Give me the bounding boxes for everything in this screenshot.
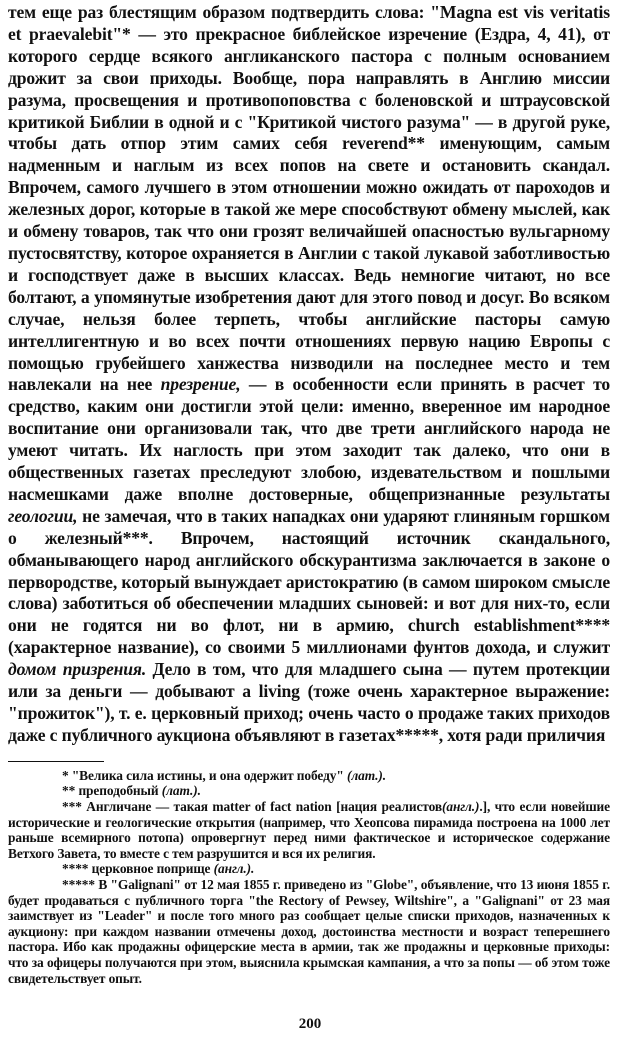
footnote-4: **** церковное поприще (англ.). — [62, 861, 255, 877]
page-number: 200 — [298, 1016, 322, 1032]
footnote-separator — [8, 761, 104, 762]
main-text — [8, 2, 610, 747]
footnote-2: ** преподобный (лат.). — [62, 783, 201, 799]
emphasis-almshouse: домом призрения. — [8, 659, 147, 680]
emphasis-geology: геологии, — [8, 505, 78, 526]
footnotes — [8, 768, 610, 986]
footnote-1: * "Велика сила истины, и она одержит победу" (лат.). — [62, 767, 387, 783]
footnote-5: ***** В "Galignani" от 12 мая 1855 г. приведено из "Globe", объявление, что 13 июня 1855 г. будет продаваться с публичного торга "the Rectory of Pewsey, Wiltshire", а "Galignani" от 23 мая заимствует из "Leader" и после того много раз сообщает целые списки приходов, назначенных к аукциону: при каждом названии отмечены доход, достоинства местности и возраст теперешнего пастора. Ибо как продажны офицерские места в армии, так же продажны и церковные приходы: что за офицеры получаются при этом, выяснила крымская кампания, а что за попы — об этом тоже свидетельствует опыт. — [8, 876, 610, 986]
emphasis-contempt: презрение, — [160, 374, 241, 395]
main-paragraph: тем еще раз блестящим образом подтвердить слова: "Magna est vis veritatis et praevalebit"* — это прекрасное библейское изречение (Ездра, 4, 41), от которого сердце всякого англиканского пастора с полным основанием дрожит за свои приходы. Вообще, пора направлять в Англию миссии разума, просвещения и противопоповства с боленовской и штраусовской критикой Библии в одной и с "Критикой чистого разума" — в другой руке, чтобы дать отпор этим самих себя reverend** именующим, самым надменным и наглым из всех попов на свете и остановить скандал. Впрочем, самого лучшего в этом отношении можно ожидать от пароходов и железных дорог, которые в такой же мере способствуют обмену мыслей, как и обмену товаров, так что они грозят величайшей опасностью вульгарному пустосвятству, которое охраняется в Англии с такой лукавой заботливостью и господствует даже в высших классах. Ведь немногие читают, но все болтают, а упомянутые изобретения дают для этого повод и досуг. Во всяком случае, нельзя более терпеть, чтобы английские пасторы самую интеллигентную и во всех почти отношениях первую нацию Европы с помощью грубейшего ханжества низводили на последнее место и тем навлекали на нее презрение, — в особенности если принять в расчет то средство, каким они достигли этой цели: именно, вверенное им народное воспитание они организовали так, что две трети английского народа не умеют читать. Их наглость при этом заходит так далеко, что они в общественных газетах преследуют злобою, издевательством и пошлыми насмешками даже вполне достоверные, общепризнанные результаты геологии, не замечая, что в таких нападках они ударяют глиняным горшком о железный***. Впрочем, настоящий источник скандального, обманывающего народ английского обскурантизма заключается в законе о первородстве, который вынуждает аристократию (в самом широком смысле слова) заботиться об обеспечении младших сыновей: и вот для них-то, если они не годятся ни во флот, ни в армию, church establishment**** (характерное название), со своими 5 миллионами фунтов дохода, и служит домом призрения. Дело в том, что для младшего сына — путем протекции или за деньги — добывают a living (тоже очень характерное выражение: "прожиток"), т. е. церковный приход; очень часто о продаже таких приходов даже с публичного аукциона объявляют в газетах*****, хотя ради приличия — [8, 2, 611, 745]
footnote-3: *** Англичане — такая matter of fact nation [нация реалистов(англ.).], что если новейшие исторические и геологические открытия (например, что Хеопсова пирамида построена на 1000 лет раньше всемирного потопа) опровергнут перед ними фактическое и историческое содержание Ветхого Завета, то вместе с тем разрушится и вся их религия. — [8, 799, 610, 861]
